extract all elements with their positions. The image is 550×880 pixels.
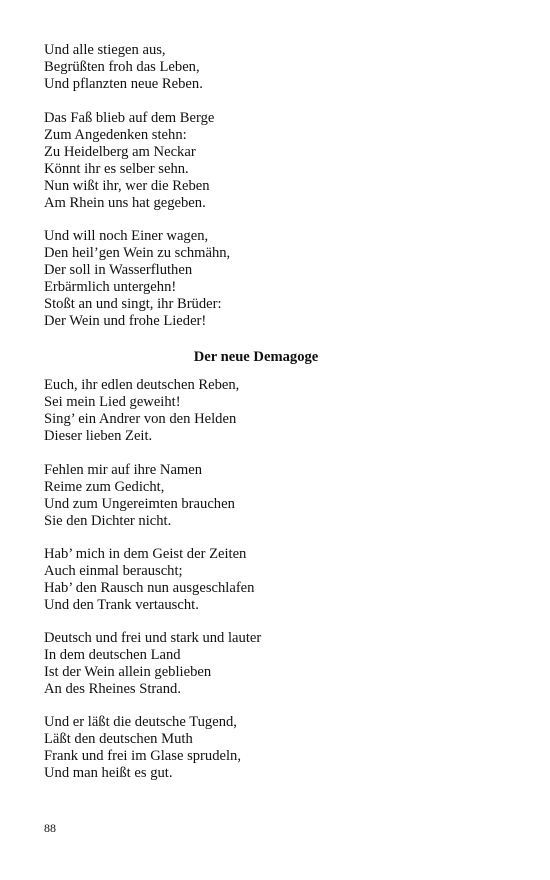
verse-line: Zu Heidelberg am Neckar xyxy=(44,144,196,160)
verse-line: Reime zum Gedicht, xyxy=(44,479,165,495)
verse-line: Begrüßten froh das Leben, xyxy=(44,59,200,75)
verse-line: Der soll in Wasserfluthen xyxy=(44,262,193,278)
poem-title: Der neue Demagoge xyxy=(193,349,319,365)
verse-line: Euch, ihr edlen deutschen Reben, xyxy=(44,377,240,393)
verse-line: Und zum Ungereimten brauchen xyxy=(44,496,235,512)
verse-line: Zum Angedenken stehn: xyxy=(44,127,187,143)
verse-line: Und den Trank vertauscht. xyxy=(44,597,199,613)
verse-line: Und man heißt es gut. xyxy=(44,765,173,781)
verse-line: Sie den Dichter nicht. xyxy=(44,513,172,529)
verse-line: Sing’ ein Andrer von den Helden xyxy=(44,411,237,427)
verse-line: Und er läßt die deutsche Tugend, xyxy=(44,714,237,730)
verse-line: Und alle stiegen aus, xyxy=(44,42,166,58)
verse-line: Sei mein Lied geweiht! xyxy=(44,394,181,410)
verse-line: Hab’ den Rausch nun ausgeschlafen xyxy=(44,580,255,596)
verse-line: Am Rhein uns hat gegeben. xyxy=(44,195,206,211)
poem1-stanza-3 xyxy=(44,228,230,330)
poem2-stanza-3 xyxy=(44,546,254,614)
poem2-stanza-1 xyxy=(44,377,239,445)
verse-line: Und will noch Einer wagen, xyxy=(44,228,209,244)
poem1-stanza-2 xyxy=(44,110,214,212)
poem2-stanza-5 xyxy=(44,714,241,782)
poem2-stanza-2 xyxy=(44,462,235,530)
verse-line: Könnt ihr es selber sehn. xyxy=(44,161,189,177)
verse-line: Hab’ mich in dem Geist der Zeiten xyxy=(44,546,247,562)
verse-line: Erbärmlich untergehn! xyxy=(44,279,177,295)
verse-line: Läßt den deutschen Muth xyxy=(44,731,193,747)
verse-line: Der Wein und frohe Lieder! xyxy=(44,313,207,329)
verse-line: Nun wißt ihr, wer die Reben xyxy=(44,178,210,194)
verse-line: Und pflanzten neue Reben. xyxy=(44,76,203,92)
poem2-stanza-4 xyxy=(44,630,261,698)
verse-line: Ist der Wein allein geblieben xyxy=(44,664,212,680)
verse-line: Frank und frei im Glase sprudeln, xyxy=(44,748,241,764)
verse-line: Auch einmal berauscht; xyxy=(44,563,183,579)
verse-line: Deutsch und frei und stark und lauter xyxy=(44,630,262,646)
verse-line: Stoßt an und singt, ihr Brüder: xyxy=(44,296,222,312)
page-number: 88 xyxy=(44,821,56,835)
verse-line: In dem deutschen Land xyxy=(44,647,181,663)
verse-line: Das Faß blieb auf dem Berge xyxy=(44,110,215,126)
verse-line: Fehlen mir auf ihre Namen xyxy=(44,462,203,478)
verse-line: An des Rheines Strand. xyxy=(44,681,182,697)
verse-line: Dieser lieben Zeit. xyxy=(44,428,153,444)
verse-line: Den heil’gen Wein zu schmähn, xyxy=(44,245,231,261)
poem1-stanza-1 xyxy=(44,42,203,93)
